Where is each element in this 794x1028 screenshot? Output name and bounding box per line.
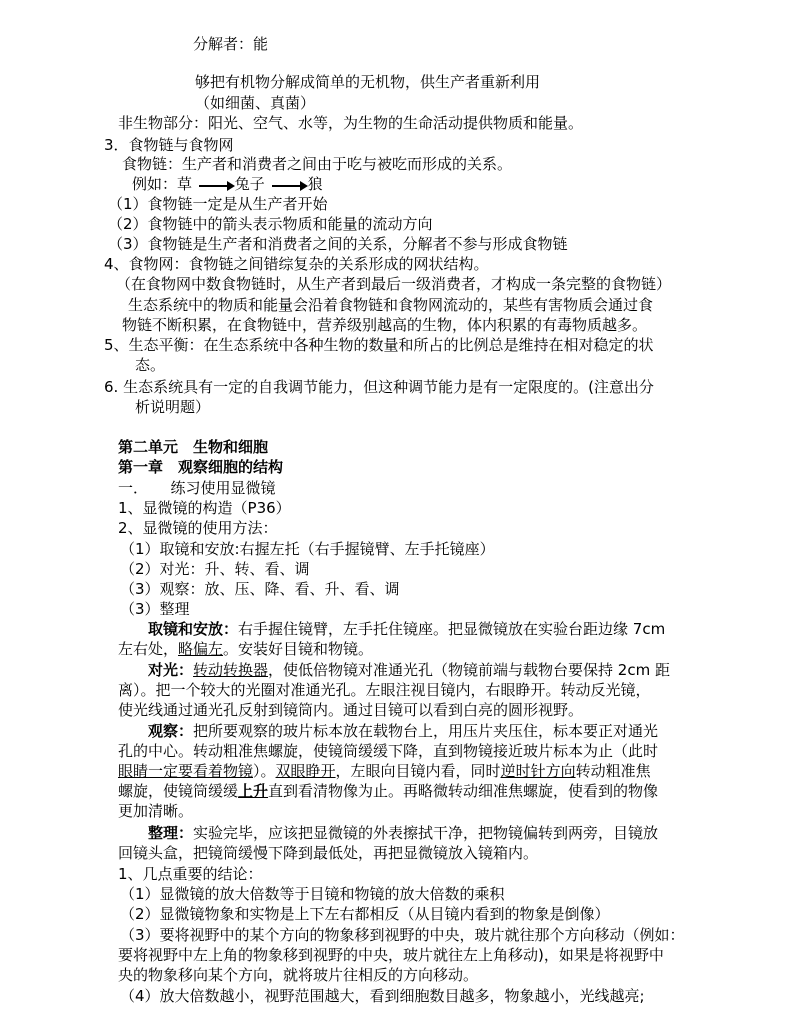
- light-heading: 对光：: [148, 661, 194, 679]
- food-chain-wolf: 狼: [307, 175, 323, 193]
- fetch-text-2c: 。安装好目镜和物镜。: [223, 640, 374, 658]
- abiotic-part: 非生物部分：阳光、空气、水等，为生物的生命活动提供物质和能量。: [118, 114, 584, 132]
- toxin-accumulation-line-2: 物链不断积累，在食物链中，营养级别越高的生物，体内积累的有毒物质越多。: [122, 316, 648, 334]
- self-regulation-cont: 析说明题）: [135, 398, 211, 416]
- fetch-heading: 取镜和安放：: [148, 620, 239, 638]
- observe-text-3u3: 逆时针方向: [500, 762, 576, 780]
- food-web-note: （在食物网中数食物链时，从生产者到最后一级消费者，才构成一条完整的食物链）: [116, 275, 672, 293]
- arrow-right-icon: [270, 175, 308, 194]
- observe-line-1: [148, 722, 658, 741]
- observe-text-3c: 转动粗准焦: [575, 762, 651, 780]
- observe-text-3b: ，左眼向目镜内看，同时: [335, 762, 501, 780]
- food-chain-example: [132, 175, 323, 194]
- ecological-balance: 5、生态平衡：在生态系统中各种生物的数量和所占的比例总是维持在相对稳定的状: [104, 336, 654, 354]
- food-chain-rabbit: 兔子: [234, 175, 265, 193]
- fetch-text-2a: 左右处，: [118, 640, 179, 658]
- observe-text-3a: ）。: [253, 762, 276, 780]
- light-text-underlined: 转动转换器: [193, 661, 269, 679]
- decomposer-label: 分解者：能: [193, 35, 269, 53]
- observe-line-5: 更加清晰。: [118, 802, 194, 820]
- observe-line-3: [118, 762, 651, 781]
- microscope-structure: 1、显微镜的构造（P36）: [118, 499, 291, 517]
- conclusion-2: （2）显微镜物象和实物是上下左右都相反（从目镜内看到的物象是倒像）: [120, 905, 610, 923]
- microscope-usage: 2、显微镜的使用方法：: [118, 519, 278, 537]
- usage-step-1: （1）取镜和安放:右握左托（右手握镜臂、左手托镜座）: [120, 540, 495, 558]
- usage-step-4: （3）整理: [120, 600, 190, 618]
- observe-text-4a: 螺旋，使镜筒缓缓: [118, 782, 239, 800]
- conclusion-3: （3）要将视野中的某个方向的物象移到视野的中央，玻片就往那个方向移动（例如：: [120, 926, 685, 944]
- decomposer-examples: （如细菌、真菌）: [195, 94, 316, 112]
- observe-text-4u: 上升: [238, 782, 269, 800]
- fetch-text-2b: 略偏左: [178, 640, 224, 658]
- conclusion-1: （1）显微镜的放大倍数等于目镜和物镜的放大倍数的乘积: [120, 885, 505, 903]
- observe-text-1: 把所要观察的玻片标本放在载物台上，用压片夹压住，标本要正对通光: [193, 722, 659, 740]
- tidy-line-2: 回镜头盒，把镜筒缓慢下降到最低处，再把显微镜放入镜箱内。: [118, 844, 539, 862]
- chapter-1-title: 第一章 观察细胞的结构: [118, 458, 284, 476]
- decomposer-desc: 够把有机物分解成简单的无机物，供生产者重新利用: [195, 73, 541, 91]
- usage-step-2: （2）对光：升、转、看、调: [120, 560, 310, 578]
- light-line-1: [148, 661, 670, 680]
- light-line-3: 使光线通过通光孔反射到镜筒内。通过目镜可以看到白亮的圆形视野。: [118, 701, 584, 719]
- conclusion-3-cont-1: 要将视野中左上角的物象移到视野的中央，玻片就往左上角移动)，如果是将视野中: [118, 946, 664, 964]
- fetch-line-1: [148, 620, 665, 639]
- tidy-text-1: 实验完毕，应该把显微镜的外表擦拭干净，把物镜偏转到两旁，目镜放: [193, 824, 659, 842]
- section-3-heading: 3．食物链与食物网: [104, 136, 234, 154]
- food-chain-definition: 食物链：生产者和消费者之间由于吃与被吃而形成的关系。: [122, 155, 513, 173]
- conclusion-4: （4）放大倍数越小，视野范围越大，看到细胞数目越多，物象越小，光线越亮;: [120, 987, 645, 1005]
- fetch-text-1: 右手握住镜臂，左手托住镜座。把显微镜放在实验台距边缘 7cm: [238, 620, 666, 638]
- tidy-heading: 整理：: [148, 824, 194, 842]
- observe-heading: 观察：: [148, 722, 194, 740]
- food-chain-point-1: （1）食物链一定是从生产者开始: [108, 195, 328, 213]
- observe-line-4: [118, 782, 658, 801]
- tidy-line-1: [148, 824, 658, 843]
- observe-text-3u: 眼睛一定要看着物镜: [118, 762, 254, 780]
- observe-text-4b: 直到看清物像为止。再略微转动细准焦螺旋，使看到的物像: [268, 782, 659, 800]
- observe-text-3u2: 双眼睁开: [275, 762, 336, 780]
- light-line-2: 离）。把一个较大的光圈对准通光孔。左眼注视目镜内，右眼睁开。转动反光镜，: [118, 681, 651, 699]
- toxin-accumulation-line-1: 生态系统中的物质和能量会沿着食物链和食物网流动的，某些有害物质会通过食: [128, 296, 654, 314]
- food-web-definition: 4、食物网：食物链之间错综复杂的关系形成的网状结构。: [104, 255, 489, 273]
- self-regulation: 6. 生态系统具有一定的自我调节能力，但这种调节能力是有一定限度的。(注意出分: [104, 378, 654, 396]
- food-chain-point-3: （3）食物链是生产者和消费者之间的关系，分解者不参与形成食物链: [108, 235, 568, 253]
- section-1-heading: 一． 练习使用显微镜: [118, 479, 276, 497]
- food-chain-point-2: （2）食物链中的箭头表示物质和能量的流动方向: [108, 215, 433, 233]
- ecological-balance-cont: 态。: [135, 356, 166, 374]
- observe-line-2: 孔的中心。转动粗准焦螺旋，使镜筒缓缓下降，直到物镜接近玻片标本为止（此时: [118, 742, 659, 760]
- usage-step-3: （3）观察：放、压、降、看、升、看、调: [120, 580, 400, 598]
- conclusion-3-cont-2: 央的物象移向某个方向，就将玻片往相反的方向移动。: [118, 966, 479, 984]
- unit-2-title: 第二单元 生物和细胞: [118, 438, 269, 456]
- fetch-line-2: [118, 640, 373, 659]
- food-chain-prefix: 例如：草: [132, 175, 193, 193]
- arrow-right-icon: [197, 175, 235, 194]
- light-text-1: ，使低倍物镜对准通光孔（物镜前端与载物台要保持 2cm 距: [268, 661, 670, 679]
- conclusions-heading: 1、几点重要的结论：: [118, 865, 263, 883]
